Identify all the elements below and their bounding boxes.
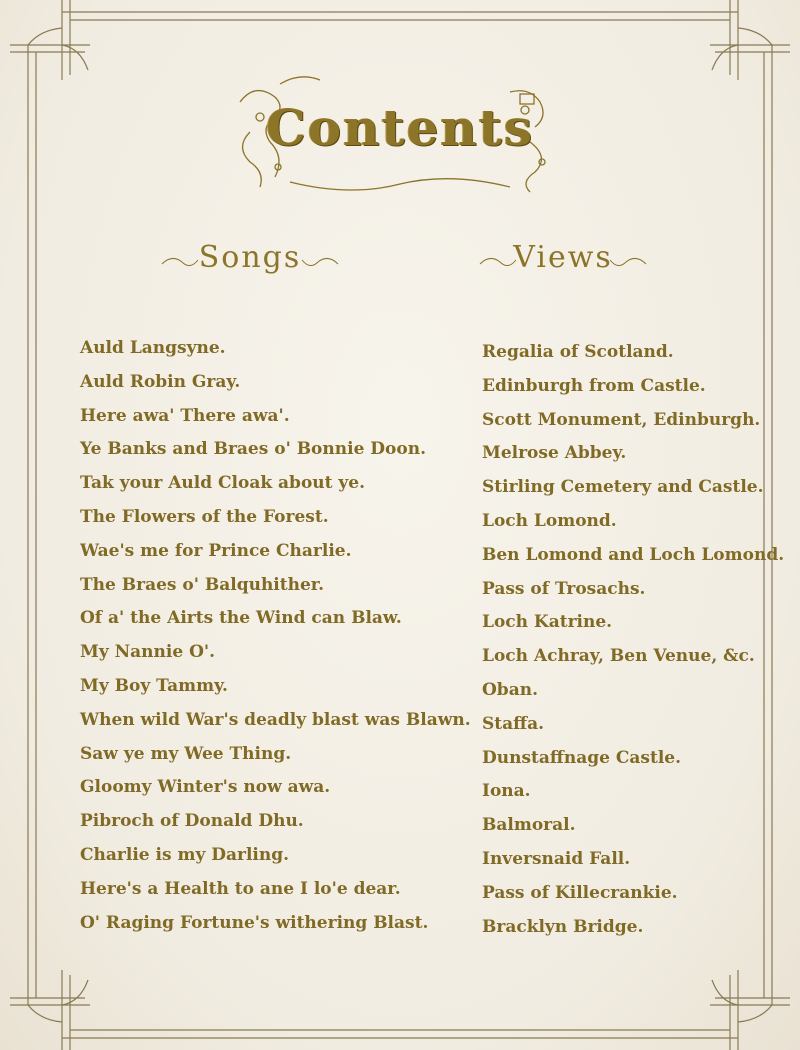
- song-item: Charlie is my Darling.: [80, 844, 290, 865]
- song-item: Auld Robin Gray.: [80, 371, 241, 392]
- song-item: Auld Langsyne.: [80, 338, 226, 358]
- view-item: Pass of Killecrankie.: [482, 882, 678, 903]
- song-item: Gloomy Winter's now awa.: [80, 777, 331, 798]
- songs-list: [80, 332, 471, 940]
- song-item: The Flowers of the Forest.: [80, 506, 329, 527]
- view-item: Edinburgh from Castle.: [482, 375, 706, 396]
- view-item: Melrose Abbey.: [482, 443, 627, 464]
- view-item: Inversnaid Fall.: [482, 848, 631, 869]
- views-heading: [478, 240, 648, 280]
- song-item: Of a' the Airts the Wind can Blaw.: [80, 608, 402, 629]
- views-heading-text: Views: [513, 240, 613, 275]
- view-item: Loch Lomond.: [482, 510, 617, 531]
- view-item: Balmoral.: [482, 815, 576, 836]
- song-item: Wae's me for Prince Charlie.: [80, 540, 352, 561]
- song-item: O' Raging Fortune's withering Blast.: [80, 912, 429, 933]
- song-item: Pibroch of Donald Dhu.: [80, 811, 304, 832]
- title-cartouche: [230, 72, 570, 202]
- view-item: Regalia of Scotland.: [482, 342, 674, 362]
- view-item: Dunstaffnage Castle.: [482, 747, 682, 768]
- song-item: My Boy Tammy.: [80, 675, 228, 696]
- view-item: Loch Achray, Ben Venue, &c.: [482, 646, 755, 667]
- song-item: My Nannie O'.: [80, 642, 216, 663]
- view-item: Staffa.: [482, 713, 545, 734]
- view-item: Stirling Cemetery and Castle.: [482, 477, 764, 498]
- view-item: Oban.: [482, 679, 538, 700]
- views-list: [482, 336, 785, 944]
- songs-heading-text: Songs: [198, 240, 302, 275]
- view-item: Loch Katrine.: [482, 612, 613, 633]
- song-item: Here's a Health to ane I lo'e dear.: [80, 878, 401, 899]
- view-item: Pass of Trosachs.: [482, 578, 646, 599]
- song-item: Saw ye my Wee Thing.: [80, 743, 292, 764]
- song-item: Here awa' There awa'.: [80, 405, 290, 426]
- view-item: Bracklyn Bridge.: [482, 916, 644, 937]
- song-item: Tak your Auld Cloak about ye.: [80, 473, 366, 494]
- view-item: Ben Lomond and Loch Lomond.: [482, 544, 785, 565]
- song-item: Ye Banks and Braes o' Bonnie Doon.: [80, 439, 427, 460]
- songs-heading: [160, 240, 340, 280]
- song-item: When wild War's deadly blast was Blawn.: [80, 709, 471, 730]
- view-item: Scott Monument, Edinburgh.: [482, 409, 761, 430]
- page-title: Contents: [265, 98, 534, 157]
- view-item: Iona.: [482, 781, 531, 802]
- song-item: The Braes o' Balquhither.: [80, 574, 325, 595]
